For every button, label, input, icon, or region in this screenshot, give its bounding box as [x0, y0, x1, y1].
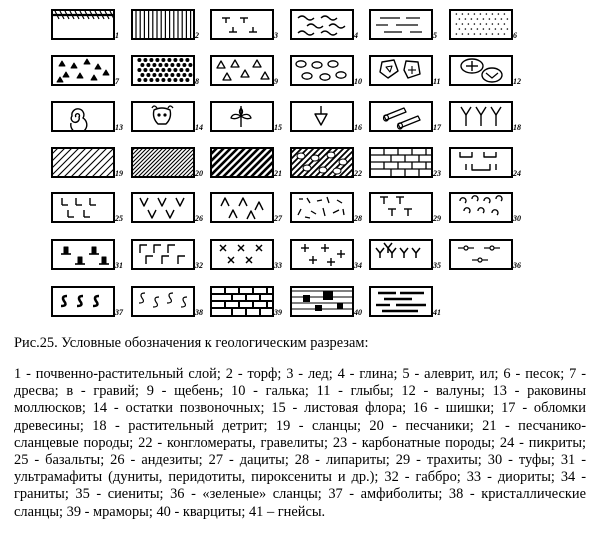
legend-number-22: 22 — [354, 169, 362, 178]
legend-number-12: 12 — [513, 77, 521, 86]
legend-number-26: 26 — [195, 214, 203, 223]
legend-swatch-35 — [370, 240, 432, 269]
legend-swatch-25 — [52, 193, 114, 222]
legend-number-1: 1 — [115, 31, 119, 40]
legend-number-6: 6 — [513, 31, 517, 40]
legend-number-8: 8 — [195, 77, 199, 86]
legend-swatch-19 — [22, 148, 149, 177]
legend-swatch-26 — [132, 193, 194, 222]
legend-number-36: 36 — [513, 261, 521, 270]
legend-number-34: 34 — [354, 261, 362, 270]
legend-number-21: 21 — [274, 169, 282, 178]
legend-swatch-2 — [132, 10, 194, 39]
legend-number-16: 16 — [354, 123, 362, 132]
legend-number-23: 23 — [433, 169, 441, 178]
legend-number-14: 14 — [195, 123, 203, 132]
legend-swatch-6 — [450, 10, 512, 39]
legend-swatch-36 — [450, 240, 512, 269]
legend-swatch-31 — [52, 240, 114, 269]
legend-number-41: 41 — [433, 308, 441, 317]
legend-swatch-5 — [370, 10, 432, 39]
legend-swatch-17 — [370, 102, 432, 131]
legend-swatch-1 — [52, 10, 114, 39]
legend-number-13: 13 — [115, 123, 123, 132]
legend-swatch-9 — [211, 56, 273, 85]
legend-number-35: 35 — [433, 261, 441, 270]
legend-number-24: 24 — [513, 169, 521, 178]
legend-number-9: 9 — [274, 77, 278, 86]
legend-number-39: 39 — [274, 308, 282, 317]
figure-caption: Рис.25. Условные обозначения к геологическим разрезам: — [14, 335, 369, 351]
legend-number-18: 18 — [513, 123, 521, 132]
legend-swatch-23 — [370, 148, 432, 177]
legend-swatch-10 — [291, 56, 353, 85]
legend-swatch-33 — [211, 240, 273, 269]
legend-number-25: 25 — [115, 214, 123, 223]
legend-number-17: 17 — [433, 123, 441, 132]
legend-swatch-40 — [291, 287, 353, 316]
legend-swatch-34 — [291, 240, 353, 269]
legend-swatch-27 — [211, 193, 273, 222]
legend-number-32: 32 — [195, 261, 203, 270]
legend-number-15: 15 — [274, 123, 282, 132]
legend-number-4: 4 — [354, 31, 358, 40]
legend-number-3: 3 — [274, 31, 278, 40]
legend-swatch-13 — [52, 102, 114, 133]
legend-swatch-37 — [52, 287, 114, 316]
legend-number-28: 28 — [354, 214, 362, 223]
legend-number-20: 20 — [195, 169, 203, 178]
legend-swatch-14 — [132, 102, 194, 131]
legend-swatch-16 — [291, 102, 353, 131]
legend-number-7: 7 — [115, 77, 119, 86]
legend-number-38: 38 — [195, 308, 203, 317]
legend-swatch-24 — [450, 148, 512, 177]
legend-description: 1 - почвенно-растительный слой; 2 - торф; 3 - лед; 4 - глина; 5 - алеврит, ил; 6 - песок; 7 - дресва; в - гравий; 9 - щебень; 10 - галька; 11 - глыбы; 12 - валуны; 13 - раковины моллюсков; 14 - остатки позвоночных; 15 - листовая флора; 16 - шишки; 17 - обломки древесины; 18 - растительный детрит; 19 - сланцы; 20 - песчаники; 21 - песчанико-сланцевые породы; 22 - конгломераты, гравелиты; 23 - карбонатные породы; 24 - пикриты; 25 - базальты; 26 - андезиты; 27 - дациты; 28 - липариты; 29 - трахиты; 30 - туфы; 31 - ультрамафиты (дуниты, перидотиты, пироксениты и др.); 32 - габбро; 33 - диориты; 34 - граниты; 35 - сиениты; 36 - «зеленые» сланцы; 37 - амфиболиты; 38 - кристаллические сланцы; 39 - мраморы; 40 - кварциты; 41 – гнейсы. — [14, 366, 586, 520]
legend-swatch-41 — [370, 287, 432, 316]
legend-swatch-38 — [132, 287, 194, 316]
legend-number-40: 40 — [354, 308, 362, 317]
legend-swatch-29 — [370, 193, 432, 222]
legend-swatch-28 — [291, 193, 353, 222]
legend-swatch-39 — [211, 287, 273, 316]
legend-swatch-32 — [132, 240, 194, 269]
legend-number-10: 10 — [354, 77, 362, 86]
legend-swatch-12 — [450, 56, 512, 85]
legend-number-19: 19 — [115, 169, 123, 178]
legend-swatch-18 — [450, 102, 512, 131]
legend-number-27: 27 — [274, 214, 282, 223]
legend-swatch-7 — [52, 56, 114, 85]
legend-number-5: 5 — [433, 31, 437, 40]
legend-swatch-3 — [211, 10, 273, 39]
legend-swatch-30 — [450, 193, 512, 222]
legend-number-29: 29 — [433, 214, 441, 223]
legend-swatch-15 — [211, 102, 273, 131]
legend-number-2: 2 — [195, 31, 199, 40]
legend-swatch-11 — [370, 56, 432, 85]
legend-swatch-4 — [291, 10, 353, 39]
legend-swatch-8 — [132, 56, 194, 85]
legend-number-30: 30 — [513, 214, 521, 223]
legend-number-37: 37 — [115, 308, 123, 317]
legend-number-31: 31 — [115, 261, 123, 270]
legend-number-11: 11 — [433, 77, 441, 86]
legend-number-33: 33 — [274, 261, 282, 270]
